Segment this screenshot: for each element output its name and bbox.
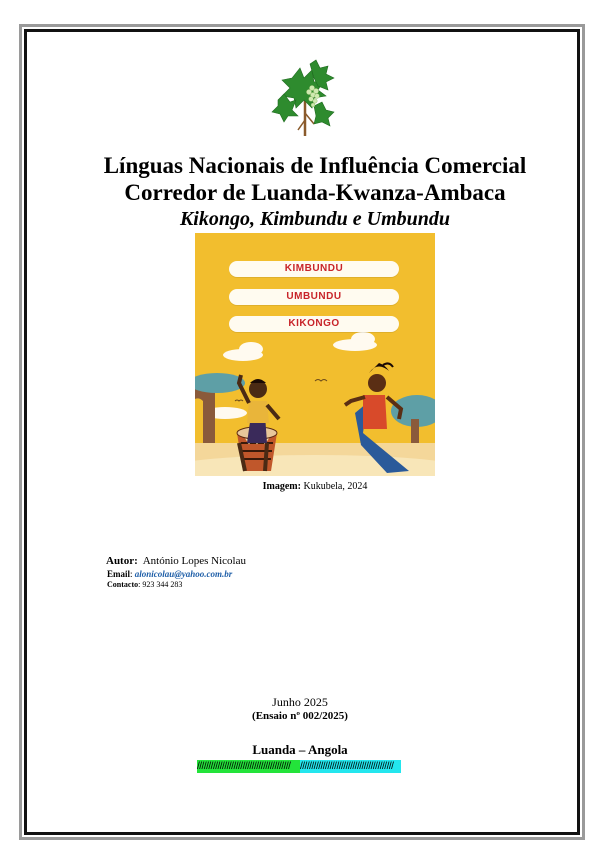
decorative-stripe-cyan: ///////////////////////////////////////// — [300, 760, 401, 773]
title-block — [30, 152, 600, 232]
cover-label-umbundu: UMBUNDU — [229, 289, 399, 305]
contact-label: Contacto — [107, 580, 139, 589]
main-title-line1: Línguas Nacionais de Influência Comercial — [103, 153, 527, 178]
cover-illustration — [195, 233, 435, 476]
caption-label: Imagem: — [262, 481, 301, 492]
caption-text: Kukubela, 2024 — [303, 481, 368, 492]
image-caption — [195, 481, 435, 492]
author-line — [106, 555, 246, 567]
subtitle: Kikongo, Kimbundu e Umbundu — [179, 208, 451, 230]
contact-number: 923 344 283 — [142, 580, 183, 589]
author-name: António Lopes Nicolau — [142, 555, 246, 567]
essay-close-paren: ) — [344, 710, 348, 722]
email-link[interactable]: alonicolau@yahoo.com.br — [134, 569, 233, 579]
email-line: Email: alonicolau@yahoo.com.br — [107, 569, 233, 579]
grape-leaf-logo-icon — [270, 58, 340, 140]
cover-label-kimbundu: KIMBUNDU — [229, 261, 399, 277]
decorative-stripe-green: ///////////////////////////////////////// — [197, 760, 300, 773]
publication-date: Junho 2025 — [272, 695, 328, 709]
essay-number: Ensaio nº 002/2025 — [255, 710, 345, 722]
email-label: Email — [107, 569, 131, 579]
main-title-line2: Corredor de Luanda-Kwanza-Ambaca — [124, 180, 506, 205]
contact-line: Contacto: 923 344 283 — [107, 580, 183, 589]
essay-number-line — [0, 710, 600, 722]
cover-label-kikongo: KIKONGO — [229, 316, 399, 332]
author-label: Autor: — [106, 555, 138, 567]
essay-open-paren: ( — [252, 710, 256, 722]
place: Luanda – Angola — [252, 742, 348, 757]
